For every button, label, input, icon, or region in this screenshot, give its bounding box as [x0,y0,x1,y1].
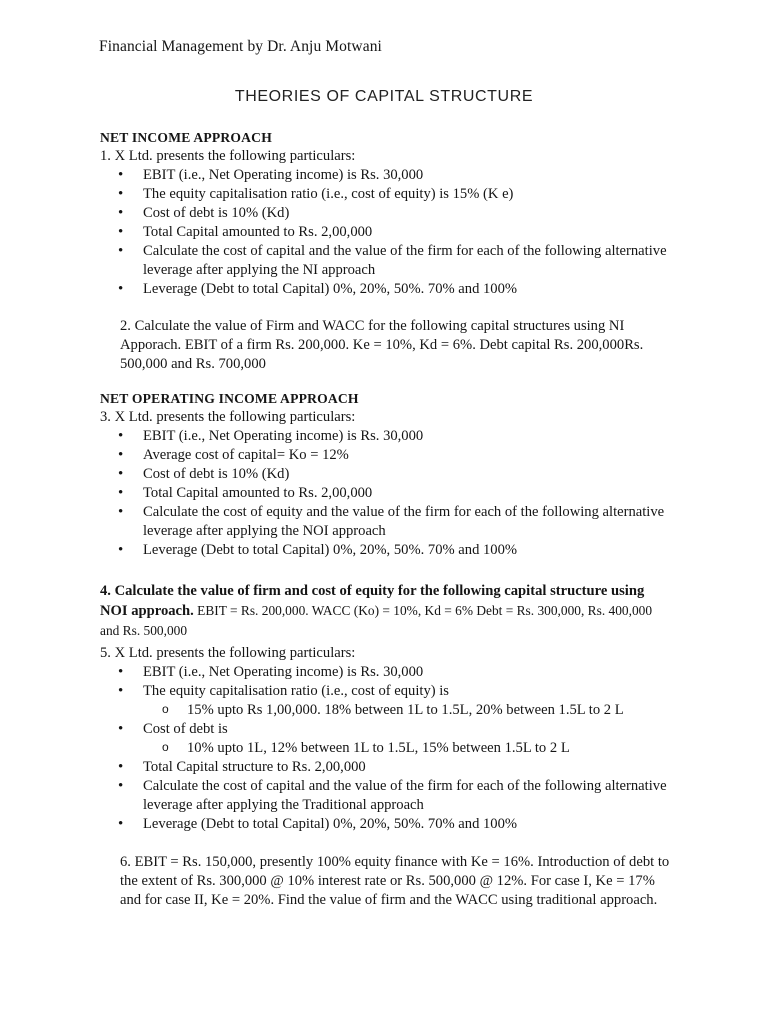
list-item: • Total Capital amounted to Rs. 2,00,000 [100,223,685,242]
question-4 [100,582,670,641]
section-traditional [100,644,685,834]
section-heading-ni: NET INCOME APPROACH [100,130,272,145]
question-5-intro: 5. X Ltd. presents the following particulars: [100,645,356,661]
section-net-income [100,128,685,299]
question-4-body: EBIT = Rs. 200,000. WACC (Ko) = 10%, Kd = 6% Debt = Rs. 300,000, Rs. 400,000 and Rs. 500,000 [100,603,653,638]
list-item: • Calculate the cost of equity and the value of the firm for each of the following alternative leverage after applying the NOI approach [100,503,685,541]
list-item: • The equity capitalisation ratio (i.e., cost of equity) is 15% (K e) [100,185,685,204]
section-net-operating-income [100,389,685,560]
question-3-intro: 3. X Ltd. presents the following particulars: [100,409,356,425]
document-header: Financial Management by Dr. Anju Motwani [99,38,382,55]
question-1-intro: 1. X Ltd. presents the following particulars: [100,148,356,164]
list-item: • EBIT (i.e., Net Operating income) is Rs. 30,000 [100,663,685,682]
list-item: • Cost of debt is 10% (Kd) [100,465,685,484]
question-5-list-end [100,758,685,834]
list-item: • Total Capital amounted to Rs. 2,00,000 [100,484,685,503]
question-3-list [100,427,685,560]
list-item: • EBIT (i.e., Net Operating income) is Rs. 30,000 [100,166,685,185]
question-1-list [100,166,685,299]
list-item: • Cost of debt is 10% (Kd) [100,204,685,223]
question-5-sublist [100,701,685,720]
list-item: • Average cost of capital= Ko = 12% [100,446,685,465]
list-item: • Leverage (Debt to total Capital) 0%, 20%, 50%. 70% and 100% [100,815,685,834]
list-item: • Total Capital structure to Rs. 2,00,000 [100,758,685,777]
question-5-list-cont [100,720,685,739]
sub-list-item: o 10% upto 1L, 12% between 1L to 1.5L, 15% between 1.5L to 2 L [100,739,685,758]
question-5-list [100,663,685,701]
list-item: • Calculate the cost of capital and the value of the firm for each of the following alternative leverage after applying the NI approach [100,242,685,280]
question-6: 6. EBIT = Rs. 150,000, presently 100% equity finance with Ke = 16%. Introduction of debt to the extent of Rs. 300,000 @ 10% interest rate or Rs. 500,000 @ 12%. For case I, Ke = 17% and for case II, Ke = 20%. Find the value of firm and the WACC using traditional approach. [120,854,670,908]
question-4-lead: 4. Calculate the value of firm and cost of equity for the following capital structure using NOI approach. [100,583,645,619]
sub-list-item: o 15% upto Rs 1,00,000. 18% between 1L to 1.5L, 20% between 1.5L to 2 L [100,701,685,720]
page-title: THEORIES OF CAPITAL STRUCTURE [234,88,534,105]
section-heading-noi: NET OPERATING INCOME APPROACH [100,391,359,406]
list-item: • Calculate the cost of capital and the value of the firm for each of the following alternative leverage after applying the Traditional approach [100,777,685,815]
list-item: • EBIT (i.e., Net Operating income) is Rs. 30,000 [100,427,685,446]
list-item: • Leverage (Debt to total Capital) 0%, 20%, 50%. 70% and 100% [100,541,685,560]
list-item: • Leverage (Debt to total Capital) 0%, 20%, 50%. 70% and 100% [100,280,685,299]
question-5-sublist-2 [100,739,685,758]
question-2: 2. Calculate the value of Firm and WACC for the following capital structures using NI Apporach. EBIT of a firm Rs. 200,000. Ke = 10%, Kd = 6%. Debt capital Rs. 200,000Rs. 500,000 and Rs. 700,000 [120,318,644,372]
list-item: • The equity capitalisation ratio (i.e., cost of equity) is [100,682,685,701]
list-item: • Cost of debt is [100,720,685,739]
